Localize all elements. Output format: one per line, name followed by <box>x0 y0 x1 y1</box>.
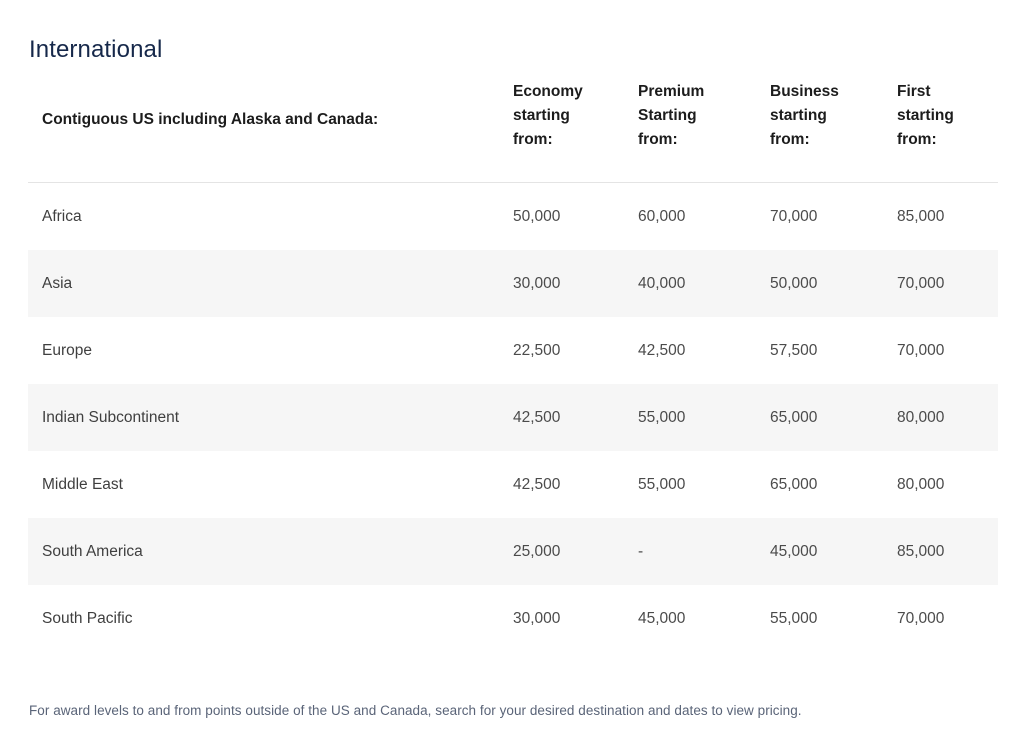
table-row <box>28 585 998 652</box>
cell-business: 65,000 <box>770 475 818 493</box>
cell-premium: 55,000 <box>638 384 770 451</box>
column-header-premium <box>638 68 770 183</box>
page-title: International <box>29 35 163 63</box>
cell-first: 85,000 <box>897 207 945 225</box>
cell-economy: 25,000 <box>513 518 638 585</box>
cell-premium: - <box>638 518 770 585</box>
cell-region: South America <box>28 518 513 585</box>
table-row <box>28 183 998 251</box>
column-header-premium-line-3: from: <box>638 131 678 148</box>
cell-region: South Pacific <box>42 609 133 627</box>
column-header-region <box>28 68 513 183</box>
column-header-first-line-2: starting <box>897 107 954 124</box>
column-header-economy-line-3: from: <box>513 131 553 148</box>
cell-business: 55,000 <box>770 609 818 627</box>
cell-economy: 42,500 <box>513 475 561 493</box>
international-award-table <box>28 68 998 652</box>
table-row <box>28 317 998 384</box>
cell-first: 70,000 <box>897 341 945 359</box>
cell-first: 80,000 <box>897 384 998 451</box>
cell-premium: 55,000 <box>638 475 686 493</box>
column-header-business-line-1: Business <box>770 83 839 100</box>
column-header-business-line-3: from: <box>770 131 810 148</box>
cell-business: 65,000 <box>770 384 897 451</box>
column-header-business <box>770 68 897 183</box>
column-header-first-line-3: from: <box>897 131 937 148</box>
table-row <box>28 518 998 585</box>
cell-region: Asia <box>28 250 513 317</box>
cell-business: 45,000 <box>770 518 897 585</box>
cell-region: Africa <box>42 207 82 225</box>
table-row <box>28 250 998 317</box>
table-header <box>28 68 998 183</box>
cell-business: 50,000 <box>770 250 897 317</box>
table-body <box>28 183 998 653</box>
column-header-region-line-1: Contiguous US including Alaska and Canada: <box>42 111 379 128</box>
cell-region: Europe <box>42 341 92 359</box>
award-pricing-footnote: For award levels to and from points outside of the US and Canada, search for your desired destination and dates to view pricing. <box>29 702 802 718</box>
cell-premium: 60,000 <box>638 207 686 225</box>
column-header-economy-line-1: Economy <box>513 83 583 100</box>
column-header-premium-line-2: Starting <box>638 107 697 124</box>
column-header-economy-line-2: starting <box>513 107 570 124</box>
cell-first: 80,000 <box>897 475 945 493</box>
column-header-business-line-2: starting <box>770 107 827 124</box>
cell-premium: 42,500 <box>638 341 686 359</box>
cell-economy: 42,500 <box>513 384 638 451</box>
table-header-row <box>28 68 998 183</box>
cell-business: 57,500 <box>770 341 818 359</box>
cell-first: 70,000 <box>897 250 998 317</box>
cell-business: 70,000 <box>770 207 818 225</box>
cell-premium: 45,000 <box>638 609 686 627</box>
cell-economy: 30,000 <box>513 250 638 317</box>
cell-premium: 40,000 <box>638 250 770 317</box>
table-row <box>28 384 998 451</box>
cell-economy: 30,000 <box>513 609 561 627</box>
cell-first: 85,000 <box>897 518 998 585</box>
column-header-premium-line-1: Premium <box>638 83 705 100</box>
column-header-first <box>897 68 998 183</box>
cell-economy: 50,000 <box>513 207 561 225</box>
table-row <box>28 451 998 518</box>
column-header-economy <box>513 68 638 183</box>
cell-first: 70,000 <box>897 609 945 627</box>
column-header-first-line-1: First <box>897 83 931 100</box>
cell-economy: 22,500 <box>513 341 561 359</box>
cell-region: Middle East <box>42 475 123 493</box>
cell-region: Indian Subcontinent <box>28 384 513 451</box>
